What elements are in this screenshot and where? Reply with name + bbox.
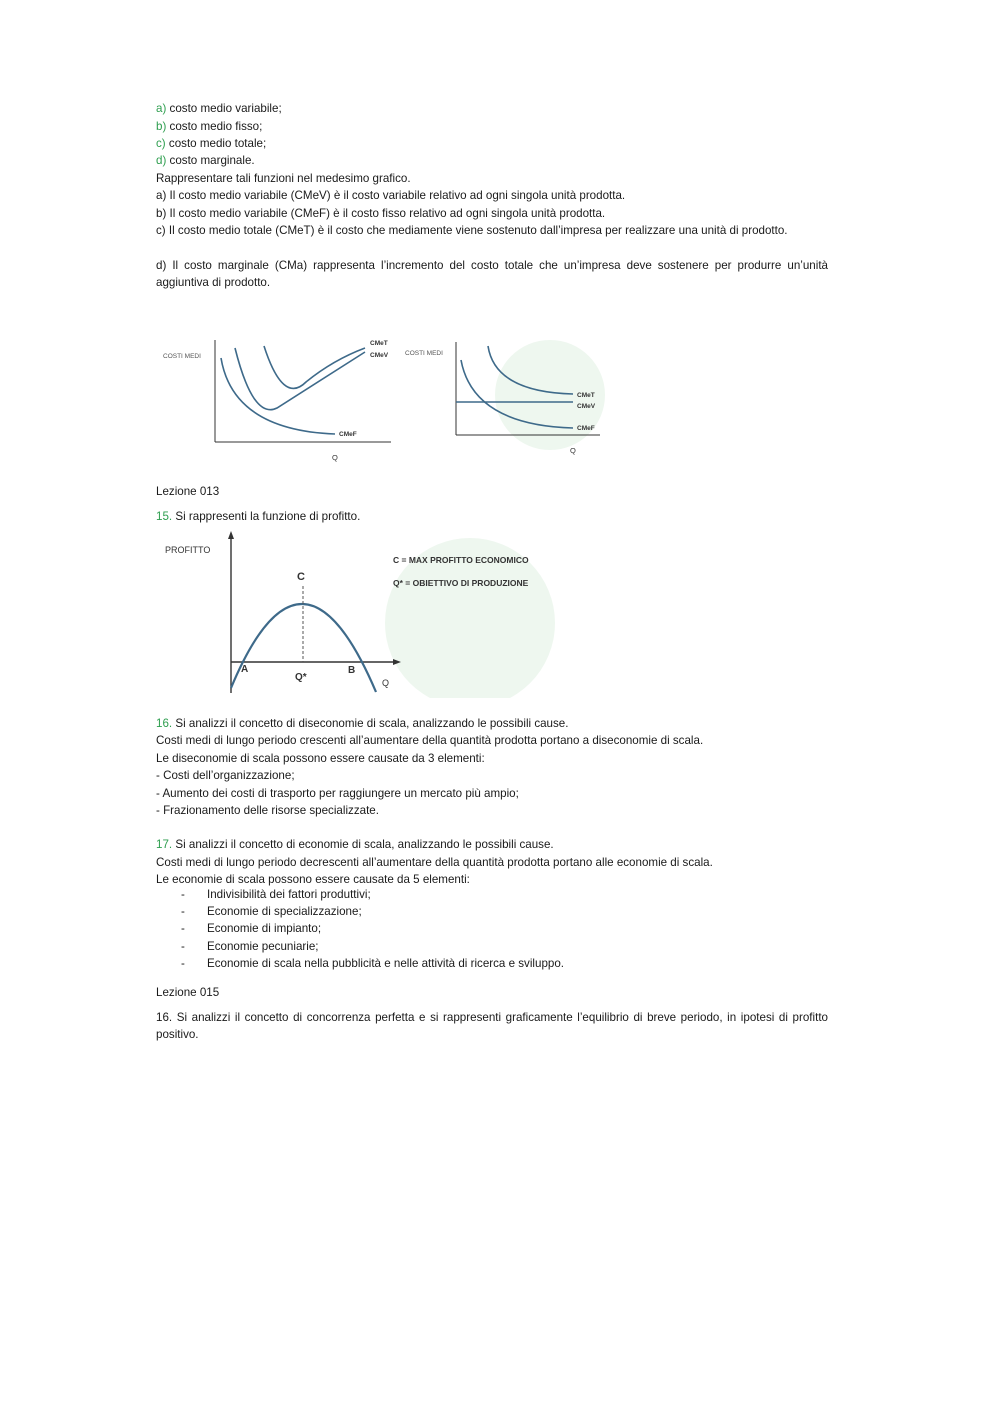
right-xlabel: Q <box>570 446 576 455</box>
q17-item-1-dash: - <box>181 888 185 901</box>
definition-d: d) Il costo marginale (CMa) rappresenta l’incremento del costo totale che un’impresa deve sostenere per produrre un’unità aggiuntiva di prodotto. <box>156 259 828 289</box>
q16-line: 16. Si analizzi il concetto di diseconomie di scala, analizzando le possibili cause. <box>156 717 569 730</box>
q17-item-4: Economie pecuniarie; <box>207 940 319 953</box>
q17-paragraph-1: Costi medi di lungo periodo decrescenti all’aumentare della quantità prodotta portano alle economie di scala. <box>156 856 713 869</box>
definition-c: c) Il costo medio totale (CMeT) è il costo che mediamente viene sostenuto dall’impresa per realizzare una unità di prodotto. <box>156 224 788 237</box>
point-c-label: C <box>297 571 305 583</box>
q15-line: 15. Si rappresenti la funzione di profitto. <box>156 510 361 523</box>
right-label-cmev: CMeV <box>577 403 596 410</box>
intro-item-c: c) costo medio totale; <box>156 137 267 150</box>
profit-xlabel: Q <box>382 678 390 688</box>
left-xlabel: Q <box>332 453 338 462</box>
q17-paragraph-2: Le economie di scala possono essere causate da 5 elementi: <box>156 873 470 886</box>
lesson-013-heading: Lezione 013 <box>156 485 220 498</box>
point-a-label: A <box>241 664 249 675</box>
q17-item-3: Economie di impianto; <box>207 922 322 935</box>
q16-item-1: - Costi dell’organizzazione; <box>156 769 295 782</box>
right-ylabel: COSTI MEDI <box>405 350 443 357</box>
q17-item-1: Indivisibilità dei fattori produttivi; <box>207 888 371 901</box>
profit-ylabel: PROFITTO <box>165 545 211 555</box>
q16-paragraph-2: Le diseconomie di scala possono essere causate da 3 elementi: <box>156 752 485 765</box>
q17-item-4-dash: - <box>181 940 185 953</box>
profit-chart <box>155 528 555 698</box>
right-label-cmef: CMeF <box>577 425 595 432</box>
left-label-cmef: CMeF <box>339 431 357 438</box>
left-ylabel: COSTI MEDI <box>163 353 201 360</box>
intro-item-b: b) costo medio fisso; <box>156 120 263 133</box>
q17-item-2-dash: - <box>181 905 185 918</box>
left-label-cmet: CMeT <box>370 340 388 347</box>
q17-item-2: Economie di specializzazione; <box>207 905 362 918</box>
q17-item-5-dash: - <box>181 957 185 970</box>
average-cost-charts <box>155 330 605 465</box>
q17-line: 17. Si analizzi il concetto di economie di scala, analizzando le possibili cause. <box>156 838 554 851</box>
instruction-text: Rappresentare tali funzioni nel medesimo grafico. <box>156 172 411 185</box>
profit-legend-c: C = MAX PROFITTO ECONOMICO <box>393 555 529 565</box>
intro-item-d: d) costo marginale. <box>156 154 255 167</box>
q17-item-3-dash: - <box>181 922 185 935</box>
left-cmef-curve <box>221 358 335 434</box>
q17-item-5: Economie di scala nella pubblicità e nelle attività di ricerca e sviluppo. <box>207 957 565 970</box>
point-q-star-label: Q* <box>295 672 307 683</box>
left-label-cmev: CMeV <box>370 352 389 359</box>
definition-a: a) Il costo medio variabile (CMeV) è il costo variabile relativo ad ogni singola unità prodotta. <box>156 189 626 202</box>
q16-item-3: - Frazionamento delle risorse specializzate. <box>156 804 379 817</box>
lesson-015-heading: Lezione 015 <box>156 986 220 999</box>
definition-b: b) Il costo medio variabile (CMeF) è il costo fisso relativo ad ogni singola unità prodotta. <box>156 207 606 220</box>
point-b-label: B <box>348 665 356 676</box>
q16-paragraph-1: Costi medi di lungo periodo crescenti all’aumentare della quantità prodotta portano a diseconomie di scala. <box>156 734 704 747</box>
left-cmet-curve <box>264 346 365 388</box>
q16b-paragraph: 16. Si analizzi il concetto di concorrenza perfetta e si rappresenti graficamente l’equilibrio di breve periodo, in ipotesi di profitto positivo. <box>156 1011 828 1041</box>
profit-legend-q: Q* = OBIETTIVO DI PRODUZIONE <box>393 578 529 588</box>
intro-item-a: a) costo medio variabile; <box>156 102 282 115</box>
right-label-cmet: CMeT <box>577 392 595 399</box>
profit-y-arrow <box>228 531 234 539</box>
q16-item-2: - Aumento dei costi di trasporto per raggiungere un mercato più ampio; <box>156 787 519 800</box>
